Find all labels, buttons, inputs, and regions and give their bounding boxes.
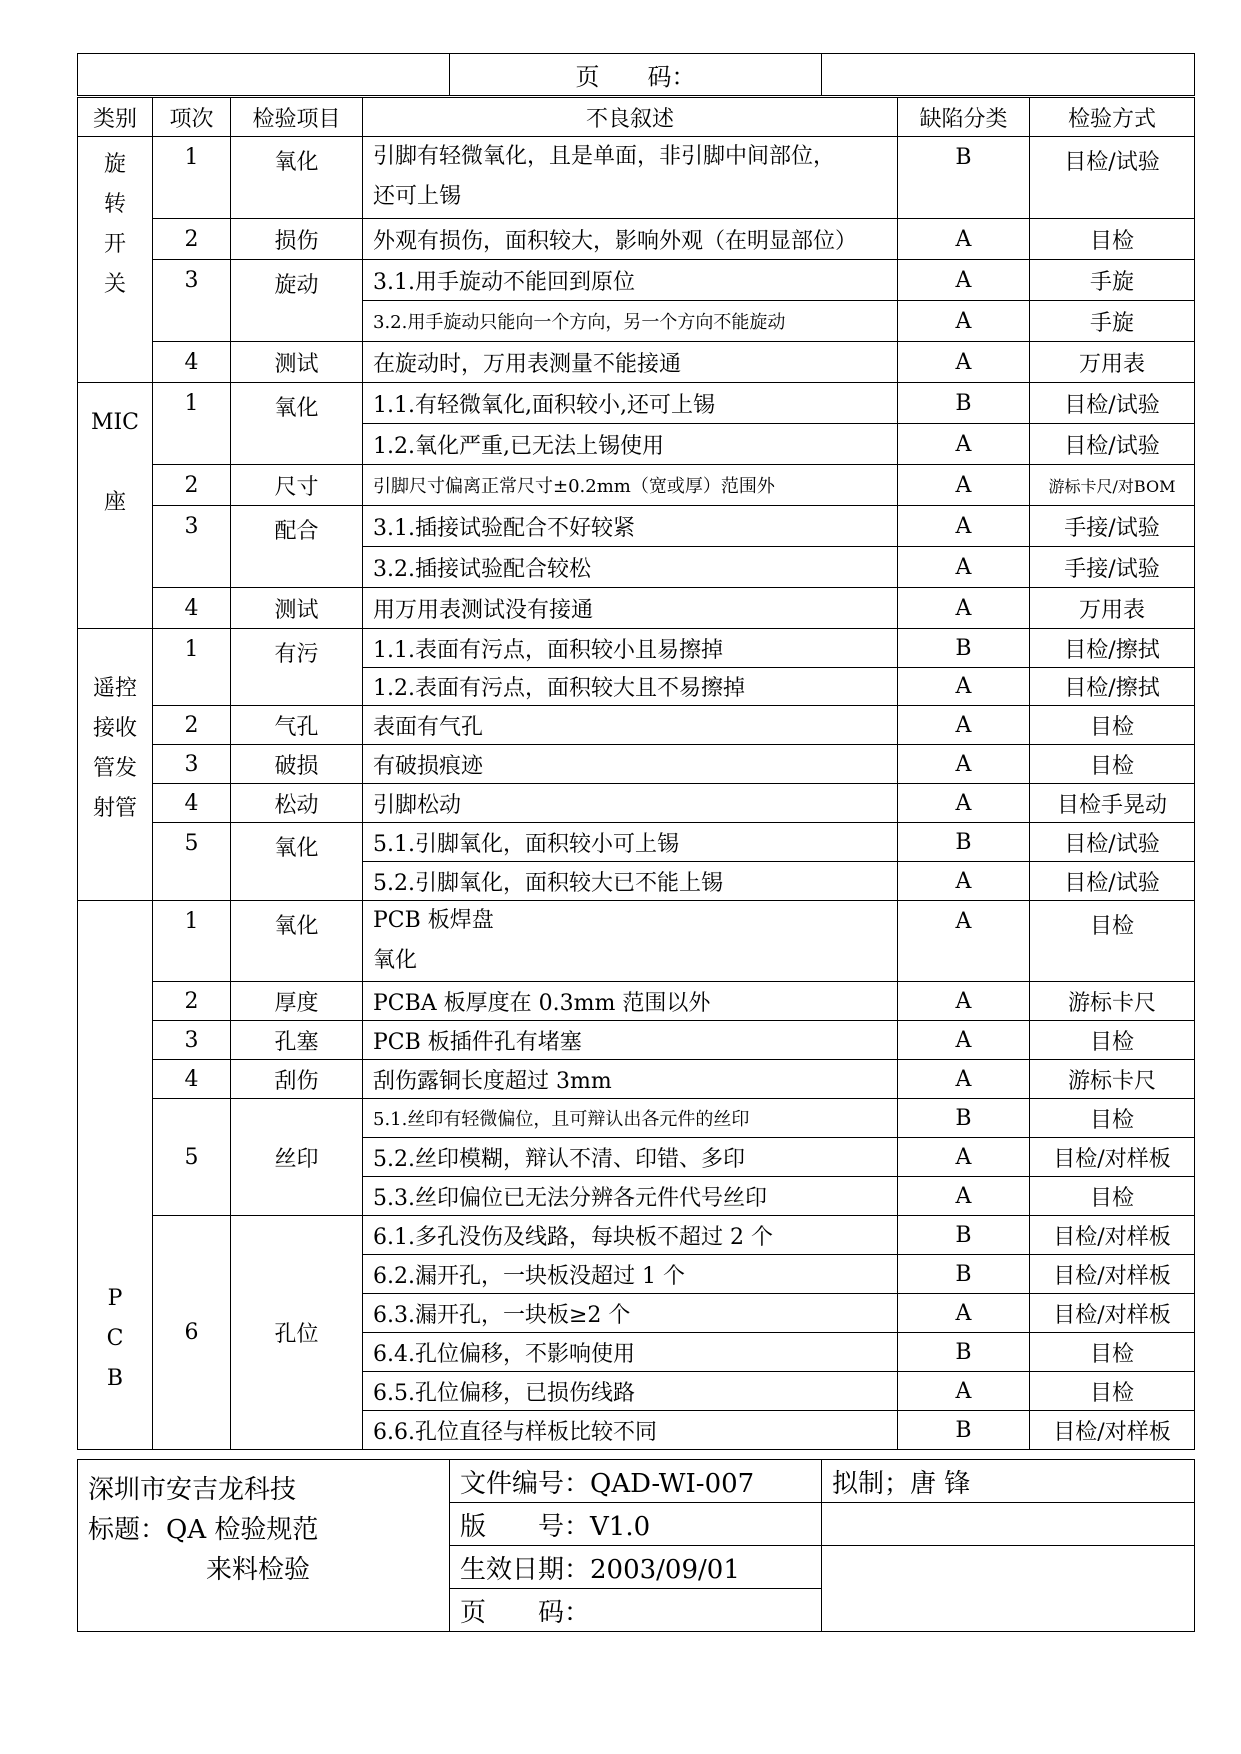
defect-class: A [898, 1294, 1030, 1333]
col-header-inspection-item: 检验项目 [231, 98, 363, 137]
item-no: 5 [153, 1099, 231, 1216]
inspection-method: 目检 [1030, 1372, 1195, 1411]
item-no: 6 [153, 1216, 231, 1450]
inspection-method: 目检/试验 [1030, 137, 1195, 219]
inspection-method: 目检/对样板 [1030, 1411, 1195, 1450]
inspection-item: 有污 [231, 629, 363, 706]
inspection-method: 目检 [1030, 1177, 1195, 1216]
defect-description: 3.1.用手旋动不能回到原位 [363, 260, 898, 301]
inspection-item: 刮伤 [231, 1060, 363, 1099]
inspection-method: 目检 [1030, 745, 1195, 784]
inspection-method: 目检/对样板 [1030, 1294, 1195, 1333]
item-no: 2 [153, 465, 231, 506]
header-page-label: 页 码： [450, 54, 822, 96]
item-no: 2 [153, 982, 231, 1021]
table-row [78, 982, 1195, 1021]
item-no: 5 [153, 823, 231, 901]
item-no: 2 [153, 219, 231, 260]
item-no: 4 [153, 342, 231, 383]
defect-description: 6.1.多孔没伤及线路，每块板不超过 2 个 [363, 1216, 898, 1255]
inspection-item: 测试 [231, 342, 363, 383]
col-header-defect-description: 不良叙述 [363, 98, 898, 137]
item-no: 2 [153, 706, 231, 745]
defect-class: B [898, 1411, 1030, 1450]
table-row [78, 219, 1195, 260]
table-row [78, 342, 1195, 383]
defect-description: 6.2.漏开孔，一块板没超过 1 个 [363, 1255, 898, 1294]
inspection-item: 孔位 [231, 1216, 363, 1450]
defect-description: 表面有气孔 [363, 706, 898, 745]
defect-class: A [898, 506, 1030, 547]
table-row [78, 1099, 1195, 1138]
inspection-method: 万用表 [1030, 342, 1195, 383]
table-row [78, 465, 1195, 506]
defect-class: A [898, 1021, 1030, 1060]
defect-class: A [898, 668, 1030, 706]
defect-description: 1.1.有轻微氧化,面积较小,还可上锡 [363, 383, 898, 424]
document-info-table [77, 1459, 1195, 1632]
inspection-item: 氧化 [231, 823, 363, 901]
defect-description: 6.6.孔位直径与样板比较不同 [363, 1411, 898, 1450]
defect-class: A [898, 465, 1030, 506]
table-row [78, 383, 1195, 424]
page-header-table [77, 53, 1195, 96]
defect-class: A [898, 1138, 1030, 1177]
inspection-method: 目检 [1030, 1021, 1195, 1060]
defect-description: PCB 板焊盘 氧化 [363, 901, 898, 982]
defect-class: A [898, 260, 1030, 301]
defect-description: 刮伤露铜长度超过 3mm [363, 1060, 898, 1099]
inspection-item: 破损 [231, 745, 363, 784]
defect-description: 5.1.引脚氧化，面积较小可上锡 [363, 823, 898, 862]
defect-description: 1.1.表面有污点，面积较小且易擦掉 [363, 629, 898, 668]
inspection-item: 丝印 [231, 1099, 363, 1216]
table-row [78, 260, 1195, 301]
defect-class: A [898, 901, 1030, 982]
defect-class: B [898, 137, 1030, 219]
header-blank-left [78, 54, 450, 96]
inspection-item: 厚度 [231, 982, 363, 1021]
inspection-method: 目检/对样板 [1030, 1138, 1195, 1177]
defect-description: 5.2.引脚氧化，面积较大已不能上锡 [363, 862, 898, 901]
defect-class: A [898, 1372, 1030, 1411]
item-no: 3 [153, 745, 231, 784]
inspection-method: 手接/试验 [1030, 506, 1195, 547]
defect-class: A [898, 588, 1030, 629]
table-row [78, 1021, 1195, 1060]
table-row [78, 1216, 1195, 1255]
header-blank-right [822, 54, 1195, 96]
table-row [78, 706, 1195, 745]
defect-class: A [898, 1177, 1030, 1216]
drafted-by: 拟制；唐 锋 [822, 1460, 1195, 1503]
inspection-item: 孔塞 [231, 1021, 363, 1060]
defect-class: A [898, 547, 1030, 588]
defect-class: A [898, 784, 1030, 823]
company-title-block [78, 1460, 450, 1632]
defect-class: A [898, 706, 1030, 745]
inspection-item: 松动 [231, 784, 363, 823]
inspection-item: 氧化 [231, 901, 363, 982]
defect-class: B [898, 823, 1030, 862]
inspection-method: 目检/试验 [1030, 823, 1195, 862]
table-row [78, 784, 1195, 823]
inspection-item: 损伤 [231, 219, 363, 260]
col-header-inspection-method: 检验方式 [1030, 98, 1195, 137]
defect-description: 1.2.表面有污点，面积较大且不易擦掉 [363, 668, 898, 706]
document-subtitle: 来料检验 [206, 1555, 311, 1585]
page-number: 页 码： [450, 1589, 822, 1632]
inspection-table [77, 97, 1195, 1450]
defect-class: A [898, 342, 1030, 383]
item-no: 4 [153, 784, 231, 823]
table-row [78, 588, 1195, 629]
defect-class: A [898, 219, 1030, 260]
inspection-method: 游标卡尺 [1030, 1060, 1195, 1099]
inspection-item: 测试 [231, 588, 363, 629]
inspection-method: 目检/对样板 [1030, 1255, 1195, 1294]
defect-description: 有破损痕迹 [363, 745, 898, 784]
inspection-method: 目检 [1030, 1333, 1195, 1372]
inspection-method: 目检/擦拭 [1030, 668, 1195, 706]
defect-description: 5.1.丝印有轻微偏位，且可辩认出各元件的丝印 [363, 1099, 898, 1138]
item-no: 4 [153, 1060, 231, 1099]
table-row [78, 901, 1195, 982]
version: 版 号：V1.0 [450, 1503, 822, 1546]
col-header-defect-class: 缺陷分类 [898, 98, 1030, 137]
item-no: 3 [153, 260, 231, 342]
inspection-method: 目检 [1030, 219, 1195, 260]
item-no: 1 [153, 629, 231, 706]
inspection-method: 目检/试验 [1030, 383, 1195, 424]
inspection-method: 手接/试验 [1030, 547, 1195, 588]
item-no: 3 [153, 506, 231, 588]
defect-description: 引脚有轻微氧化，且是单面，非引脚中间部位， 还可上锡 [363, 137, 898, 219]
document-title: 标题：QA 检验规范 [88, 1515, 319, 1545]
defect-description: 6.3.漏开孔，一块板≥2 个 [363, 1294, 898, 1333]
item-no: 3 [153, 1021, 231, 1060]
company-name: 深圳市安吉龙科技 [88, 1475, 297, 1505]
inspection-item: 配合 [231, 506, 363, 588]
inspection-method: 目检/试验 [1030, 424, 1195, 465]
blank-cell [822, 1546, 1195, 1632]
defect-description: 引脚尺寸偏离正常尺寸±0.2mm（宽或厚）范围外 [363, 465, 898, 506]
inspection-item: 氧化 [231, 383, 363, 465]
inspection-method: 目检/对样板 [1030, 1216, 1195, 1255]
defect-class: B [898, 383, 1030, 424]
table-row [78, 137, 1195, 219]
inspection-method: 目检/试验 [1030, 862, 1195, 901]
defect-description: 5.3.丝印偏位已无法分辨各元件代号丝印 [363, 1177, 898, 1216]
defect-class: A [898, 1060, 1030, 1099]
inspection-method: 手旋 [1030, 301, 1195, 342]
defect-class: B [898, 1255, 1030, 1294]
defect-description: 3.2.插接试验配合较松 [363, 547, 898, 588]
inspection-method: 目检/擦拭 [1030, 629, 1195, 668]
inspection-item: 氧化 [231, 137, 363, 219]
item-no: 1 [153, 137, 231, 219]
effective-date: 生效日期：2003/09/01 [450, 1546, 822, 1589]
item-no: 1 [153, 383, 231, 465]
defect-class: B [898, 1333, 1030, 1372]
category-mic-socket: MIC 座 [78, 383, 153, 629]
col-header-category: 类别 [78, 98, 153, 137]
item-no: 1 [153, 901, 231, 982]
defect-description: 5.2.丝印模糊，辩认不清、印错、多印 [363, 1138, 898, 1177]
defect-description: 1.2.氧化严重,已无法上锡使用 [363, 424, 898, 465]
defect-description: PCBA 板厚度在 0.3mm 范围以外 [363, 982, 898, 1021]
defect-class: B [898, 1099, 1030, 1138]
category-pcb: P C B [78, 901, 153, 1450]
defect-description: 引脚松动 [363, 784, 898, 823]
defect-description: 用万用表测试没有接通 [363, 588, 898, 629]
defect-description: 在旋动时，万用表测量不能接通 [363, 342, 898, 383]
item-no: 4 [153, 588, 231, 629]
inspection-method: 目检手晃动 [1030, 784, 1195, 823]
defect-class: B [898, 1216, 1030, 1255]
inspection-item: 气孔 [231, 706, 363, 745]
defect-class: A [898, 862, 1030, 901]
defect-class: A [898, 745, 1030, 784]
defect-class: A [898, 982, 1030, 1021]
table-row [78, 745, 1195, 784]
defect-description: 6.4.孔位偏移，不影响使用 [363, 1333, 898, 1372]
table-row [78, 823, 1195, 862]
category-rotary-switch: 旋 转 开 关 [78, 137, 153, 383]
column-header-row [78, 98, 1195, 137]
category-remote-receiver: 遥控 接收 管发 射管 [78, 629, 153, 901]
defect-description: 6.5.孔位偏移，已损伤线路 [363, 1372, 898, 1411]
inspection-method: 目检 [1030, 1099, 1195, 1138]
col-header-item-no: 项次 [153, 98, 231, 137]
defect-class: A [898, 424, 1030, 465]
inspection-method: 手旋 [1030, 260, 1195, 301]
table-row [78, 506, 1195, 547]
table-row [78, 1060, 1195, 1099]
inspection-method: 目检 [1030, 706, 1195, 745]
defect-description: 3.1.插接试验配合不好较紧 [363, 506, 898, 547]
document-number: 文件编号：QAD-WI-007 [450, 1460, 822, 1503]
table-row [78, 629, 1195, 668]
inspection-item: 旋动 [231, 260, 363, 342]
defect-description: PCB 板插件孔有堵塞 [363, 1021, 898, 1060]
inspection-item: 尺寸 [231, 465, 363, 506]
defect-description: 3.2.用手旋动只能向一个方向，另一个方向不能旋动 [363, 301, 898, 342]
blank-cell [822, 1503, 1195, 1546]
defect-class: B [898, 629, 1030, 668]
inspection-method: 游标卡尺 [1030, 982, 1195, 1021]
defect-class: A [898, 301, 1030, 342]
inspection-method: 游标卡尺/对BOM [1030, 465, 1195, 506]
inspection-method: 目检 [1030, 901, 1195, 982]
defect-description: 外观有损伤，面积较大，影响外观（在明显部位） [363, 219, 898, 260]
inspection-method: 万用表 [1030, 588, 1195, 629]
